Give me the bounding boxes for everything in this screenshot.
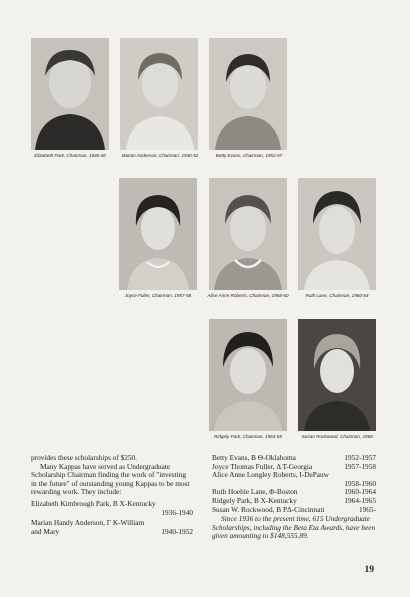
portrait-photo-alice-anne-roberts: [209, 178, 287, 290]
list-item: [212, 471, 376, 488]
portrait-caption-alice-anne-roberts: Alice Anne Roberts, Chairman, 1958-60: [207, 293, 289, 298]
chairman-years: 1940-1952: [161, 526, 193, 536]
chairman-name: Joyce Thomas Fuller, Δ T-Georgia: [212, 461, 313, 471]
portrait-caption-ruth-lane: Ruth Lane, Chairman, 1960-64: [305, 293, 369, 298]
list-item-years: [31, 509, 193, 518]
portrait-caption-marian-anderson: Marian Anderson, Chairman, 1940-52: [121, 153, 199, 158]
page-number: 19: [364, 565, 374, 575]
text-column-right: [212, 454, 376, 541]
paragraph-scholarship-amount: provides these scholarships of $250.: [31, 453, 137, 462]
chairman-name: Susan W. Rockwood, B PΔ-Cincinnati: [212, 504, 325, 514]
chairman-years: 1960-1964: [344, 487, 376, 497]
chairman-years: 1964-1965: [344, 495, 376, 505]
text-column-left: [31, 454, 193, 536]
chairman-name: Ruth Hoehle Lane, Φ-Boston: [212, 487, 298, 497]
chairman-name: Elizabeth Kimbrough Park, B X-Kentucky: [31, 498, 156, 508]
portrait-caption-joyce-fuller: Joyce Fuller, Chairman, 1957-58: [124, 293, 192, 298]
chairman-years: 1958-1960: [344, 478, 376, 488]
chairman-name: Marian Handy Anderson, Γ K-William and Mary: [31, 518, 145, 536]
chairman-years: 1936-1940: [161, 507, 193, 517]
chairman-name: Betty Evans, B Θ-Oklahoma: [212, 453, 296, 462]
portrait-caption-elizabeth-park: Elizabeth Park, Chairman, 1936-40: [34, 153, 106, 158]
list-item: [31, 519, 193, 536]
portrait-photo-joyce-fuller: [119, 178, 197, 290]
chairman-name: Ridgely Park, B X-Kentucky: [212, 495, 297, 505]
portrait-caption-betty-evans: Betty Evans, Chairman, 1952-57: [215, 153, 283, 158]
chairman-years: 1965-: [358, 504, 376, 514]
portrait-photo-ruth-lane: [298, 178, 376, 290]
paragraph-scholarship-total: Since 1936 to the present time, 615 Undergraduate Scholarships, including the Beta Eta Awards, have been given amounting to $148,555.89.: [212, 514, 376, 541]
list-item: [212, 506, 376, 515]
chairman-years: 1952-1957: [344, 453, 376, 462]
chairman-name: Alice Anne Longley Roberts, I-DePauw: [212, 470, 329, 480]
portrait-photo-susan-rockwood: [298, 319, 376, 431]
portrait-photo-marian-anderson: [120, 38, 198, 150]
paragraph-chairmen-intro: Many Kappas have served as Undergraduate Scholarship Chairman finding the work of "investing in the future" of outstanding young Kappas to be most rewarding work. They include:: [31, 461, 190, 497]
portrait-photo-ridgely-park: [209, 319, 287, 431]
portrait-caption-susan-rockwood: Susan Rockwood, Chairman, 1965-: [301, 434, 375, 439]
portrait-caption-ridgely-park: Ridgely Park, Chairman, 1964-65: [214, 434, 282, 439]
portrait-photo-betty-evans: [209, 38, 287, 150]
portrait-photo-elizabeth-park: [31, 38, 109, 150]
chairman-years: 1957-1958: [344, 461, 376, 471]
